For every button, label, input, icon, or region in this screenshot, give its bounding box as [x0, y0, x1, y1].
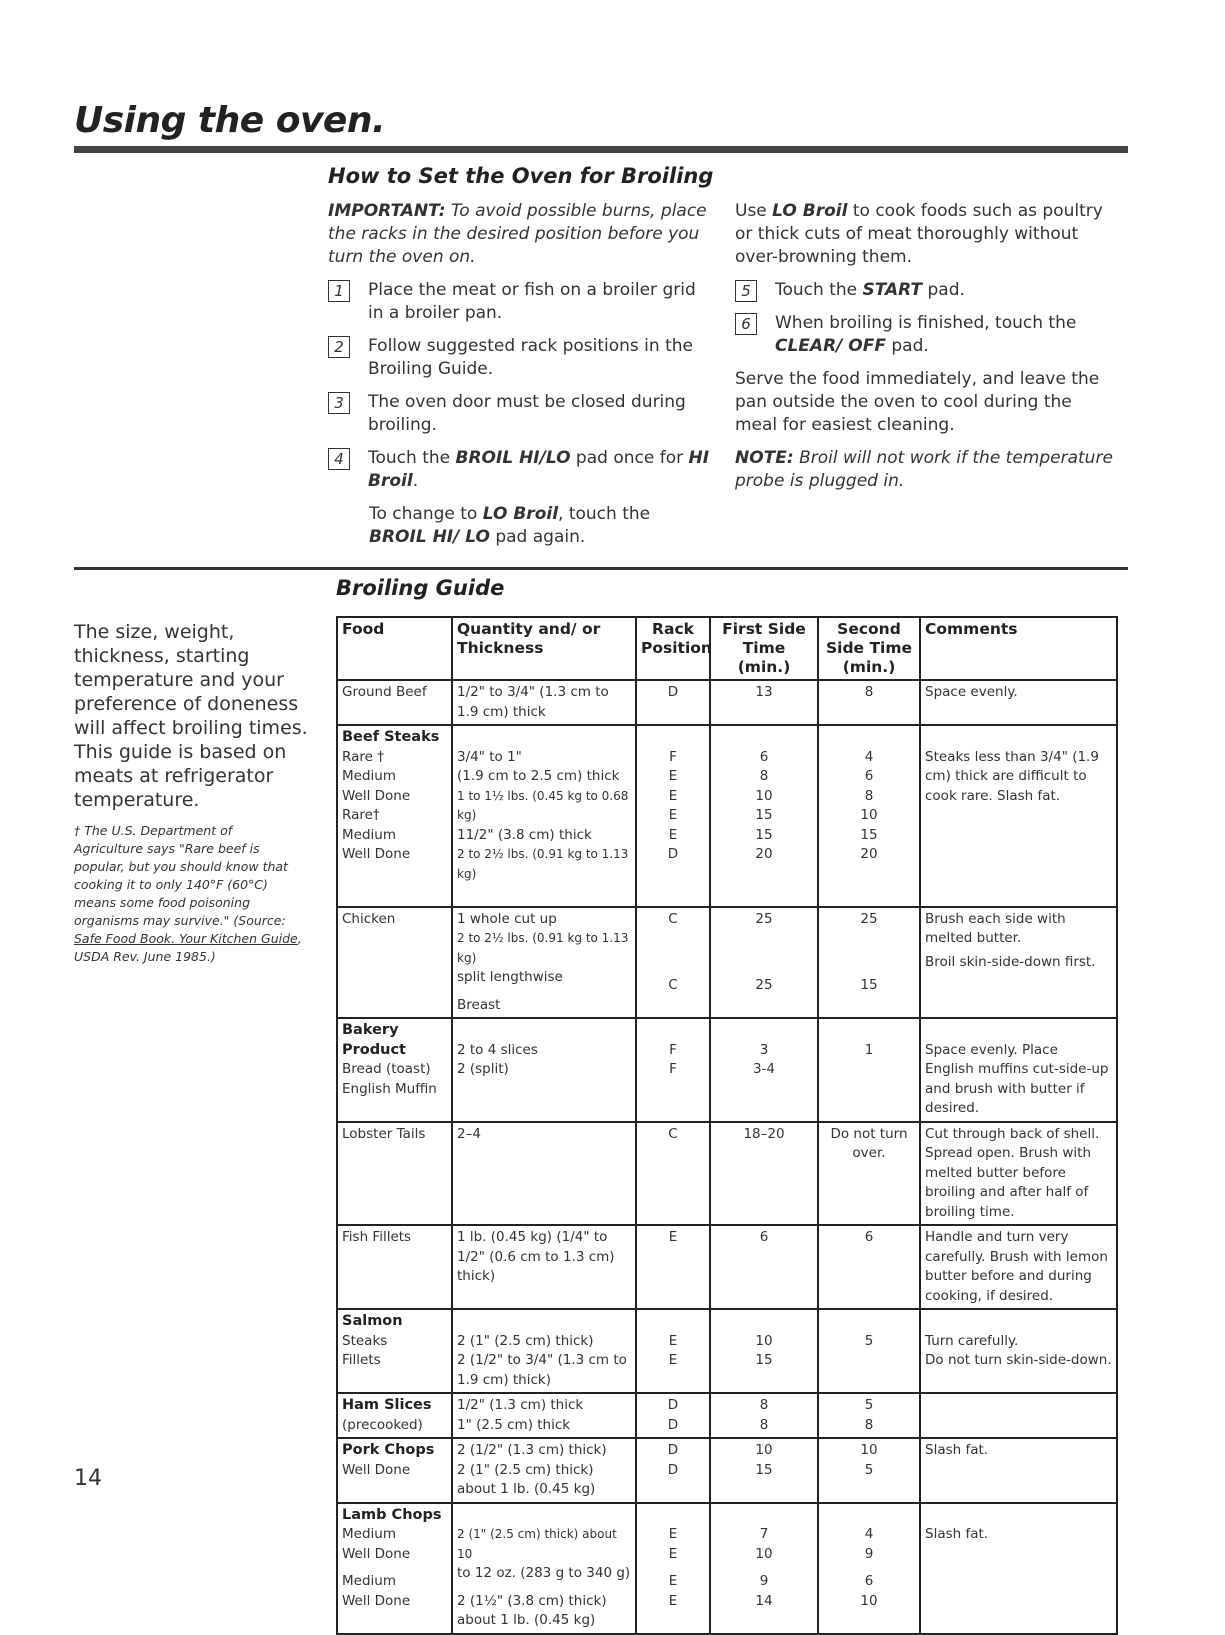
first-side-cell: 18–20 [710, 1122, 818, 1226]
table-row [337, 1309, 1117, 1393]
food-cell: Salmon Steaks Fillets [337, 1309, 452, 1393]
food-cell: Ham Slices (precooked) [337, 1393, 452, 1438]
comment-cell: Slash fat. [920, 1438, 1117, 1503]
top-rule [74, 146, 1128, 153]
lo-broil-label: LO Broil [772, 201, 848, 221]
comment-cell: Handle and turn very carefully. Brush with lemon butter before and during cooking, if desired. [920, 1225, 1117, 1309]
food-cell: Ground Beef [337, 680, 452, 725]
rack-cell: D D [636, 1438, 710, 1503]
comment-cell: Brush each side with melted butter. Broil skin-side-down first. [920, 907, 1117, 1019]
table-row [337, 680, 1117, 725]
quantity-cell: 2 (1" (2.5 cm) thick) about 10 to 12 oz. (283 g to 340 g) 2 (1½" (3.8 cm) thick) about 1 lb. (0.45 kg) [452, 1503, 636, 1634]
first-side-cell: 6 [710, 1225, 818, 1309]
table-header-row [337, 617, 1117, 680]
col-header-rack: Rack Position [636, 617, 710, 680]
instructions-left-column [328, 200, 713, 557]
col-header-second-side: Second Side Time (min.) [818, 617, 920, 680]
second-side-cell: 5 [818, 1309, 920, 1393]
second-side-cell: 4 9 6 10 [818, 1503, 920, 1634]
table-row [337, 907, 1117, 1019]
section-heading-broiling-guide: Broiling Guide [336, 576, 505, 600]
table-row [337, 1393, 1117, 1438]
lo-broil-intro: Use LO Broil to cook foods such as poultry or thick cuts of meat thoroughly without over-browning them. [735, 201, 1103, 267]
step-6 [735, 312, 1115, 358]
note-paragraph [735, 447, 1115, 493]
table-row [337, 1503, 1117, 1634]
step-text: The oven door must be closed during broiling. [368, 392, 686, 435]
sidebar-text: The size, weight, thickness, starting temperature and your preference of doneness will affect broiling times. This guide is based on meats at refrigerator temperature. [74, 621, 308, 811]
quantity-cell: 2 to 4 slices 2 (split) [452, 1018, 636, 1122]
rack-cell: F E E E E D [636, 725, 710, 907]
step-4 [328, 447, 713, 493]
step-text: Place the meat or fish on a broiler grid in a broiler pan. [368, 280, 696, 323]
footnote [74, 822, 304, 966]
rack-cell: E E E E [636, 1503, 710, 1634]
table-row [337, 1018, 1117, 1122]
second-side-cell: 6 [818, 1225, 920, 1309]
second-side-cell: 1 [818, 1018, 920, 1122]
table-row [337, 1122, 1117, 1226]
step-3 [328, 391, 713, 437]
comment-cell: Turn carefully. Do not turn skin-side-down. [920, 1309, 1117, 1393]
comment-cell: Slash fat. [920, 1503, 1117, 1634]
first-side-cell: 6 8 10 15 15 20 [710, 725, 818, 907]
table-row [337, 1438, 1117, 1503]
step-number-box: 4 [328, 448, 350, 470]
section-divider [74, 567, 1128, 570]
step-1 [328, 279, 713, 325]
first-side-cell: 25 25 [710, 907, 818, 1019]
comment-cell: Space evenly. Place English muffins cut-side-up and brush with butter if desired. [920, 1018, 1117, 1122]
second-side-cell: 10 5 [818, 1438, 920, 1503]
section-heading-broiling: How to Set the Oven for Broiling [328, 164, 714, 188]
rack-cell: F F [636, 1018, 710, 1122]
second-side-cell: Do not turn over. [818, 1122, 920, 1226]
footnote-source-title: Safe Food Book. Your Kitchen Guide [74, 931, 298, 946]
food-cell: Beef Steaks Rare † Medium Well Done Rare† Medium Well Done [337, 725, 452, 907]
broil-hi-lo-pad-label: BROIL HI/ LO [369, 527, 490, 547]
rack-cell: C [636, 1122, 710, 1226]
comment-cell: Space evenly. [920, 680, 1117, 725]
quantity-cell: 1 whole cut up 2 to 2½ lbs. (0.91 kg to 1.13 kg) split lengthwise Breast [452, 907, 636, 1019]
second-side-cell: 8 [818, 680, 920, 725]
quantity-cell: 2–4 [452, 1122, 636, 1226]
food-cell: Bakery Product Bread (toast) English Muffin [337, 1018, 452, 1122]
first-side-cell: 3 3-4 [710, 1018, 818, 1122]
step-4-continued: To change to LO Broil, touch the BROIL HI/ LO pad again. [369, 504, 651, 547]
important-text: To avoid possible burns, place the racks in the desired position before you turn the oven on. [328, 201, 707, 267]
instructions-right-column [735, 200, 1115, 503]
note-text: Broil will not work if the temperature probe is plugged in. [735, 448, 1113, 491]
hi-broil-label: HI Broil [368, 448, 710, 491]
quantity-cell: 1 lb. (0.45 kg) (1/4" to 1/2" (0.6 cm to 1.3 cm) thick) [452, 1225, 636, 1309]
comment-cell [920, 1393, 1117, 1438]
table-row [337, 1225, 1117, 1309]
quantity-cell: 1/2" to 3/4" (1.3 cm to 1.9 cm) thick [452, 680, 636, 725]
step-number-box: 1 [328, 280, 350, 302]
step-text: Follow suggested rack positions in the Broiling Guide. [368, 336, 693, 379]
quantity-cell: 1/2" (1.3 cm) thick 1" (2.5 cm) thick [452, 1393, 636, 1438]
second-side-cell: 25 15 [818, 907, 920, 1019]
food-cell: Fish Fillets [337, 1225, 452, 1309]
important-label: IMPORTANT: [328, 201, 446, 221]
step-text: When broiling is finished, touch the CLEAR/ OFF pad. [775, 313, 1077, 356]
broil-hi-lo-pad-label: BROIL HI/LO [455, 448, 571, 468]
rack-cell: D D [636, 1393, 710, 1438]
important-paragraph [328, 200, 713, 269]
step-number-box: 5 [735, 280, 757, 302]
step-text: Touch the BROIL HI/LO pad once for HI Broil. [368, 448, 710, 491]
second-side-cell: 4 6 8 10 15 20 [818, 725, 920, 907]
lo-broil-label: LO Broil [482, 504, 559, 524]
first-side-cell: 10 15 [710, 1438, 818, 1503]
col-header-comments: Comments [920, 617, 1117, 680]
first-side-cell: 8 8 [710, 1393, 818, 1438]
step-text: Touch the START pad. [775, 280, 965, 300]
step-2 [328, 335, 713, 381]
quantity-cell: 2 (1/2" (1.3 cm) thick) 2 (1" (2.5 cm) thick) about 1 lb. (0.45 kg) [452, 1438, 636, 1503]
quantity-cell: 2 (1" (2.5 cm) thick) 2 (1/2" to 3/4" (1.3 cm to 1.9 cm) thick) [452, 1309, 636, 1393]
food-cell: Chicken [337, 907, 452, 1019]
first-side-cell: 7 10 9 14 [710, 1503, 818, 1634]
broiling-guide-table [336, 616, 1118, 1635]
rack-cell: D [636, 680, 710, 725]
comment-cell: Steaks less than 3/4" (1.9 cm) thick are difficult to cook rare. Slash fat. [920, 725, 1117, 907]
note-label: NOTE: [735, 448, 794, 468]
step-number-box: 6 [735, 313, 757, 335]
page-number: 14 [74, 1466, 102, 1491]
rack-cell: E [636, 1225, 710, 1309]
quantity-cell: 3/4" to 1" (1.9 cm to 2.5 cm) thick 1 to 1½ lbs. (0.45 kg to 0.68 kg) 11/2" (3.8 cm) thick 2 to 2½ lbs. (0.91 kg to 1.13 kg) [452, 725, 636, 907]
col-header-food: Food [337, 617, 452, 680]
rack-cell: E E [636, 1309, 710, 1393]
rack-cell: C C [636, 907, 710, 1019]
col-header-first-side: First Side Time (min.) [710, 617, 818, 680]
col-header-quantity: Quantity and/ or Thickness [452, 617, 636, 680]
clear-off-pad-label: CLEAR/ OFF [775, 336, 886, 356]
food-cell: Lobster Tails [337, 1122, 452, 1226]
food-cell: Lamb Chops Medium Well Done Medium Well Done [337, 1503, 452, 1634]
serve-paragraph: Serve the food immediately, and leave the pan outside the oven to cool during the meal for easiest cleaning. [735, 369, 1100, 435]
footnote-tail: , USDA Rev. June 1985.) [74, 931, 302, 964]
second-side-cell: 5 8 [818, 1393, 920, 1438]
first-side-cell: 13 [710, 680, 818, 725]
dagger-mark: † [74, 823, 81, 838]
step-number-box: 3 [328, 392, 350, 414]
first-side-cell: 10 15 [710, 1309, 818, 1393]
food-cell: Pork Chops Well Done [337, 1438, 452, 1503]
page-title: Using the oven. [74, 100, 386, 141]
step-number-box: 2 [328, 336, 350, 358]
step-5 [735, 279, 1115, 302]
start-pad-label: START [862, 280, 923, 300]
comment-cell: Cut through back of shell. Spread open. Brush with melted butter before broiling and after half of broiling time. [920, 1122, 1117, 1226]
footnote-text: The U.S. Department of Agriculture says "Rare beef is popular, but you should know that cooking it to only 140°F (60°C) means some food poisoning organisms may survive." (Source: [74, 823, 288, 928]
table-row [337, 725, 1117, 907]
